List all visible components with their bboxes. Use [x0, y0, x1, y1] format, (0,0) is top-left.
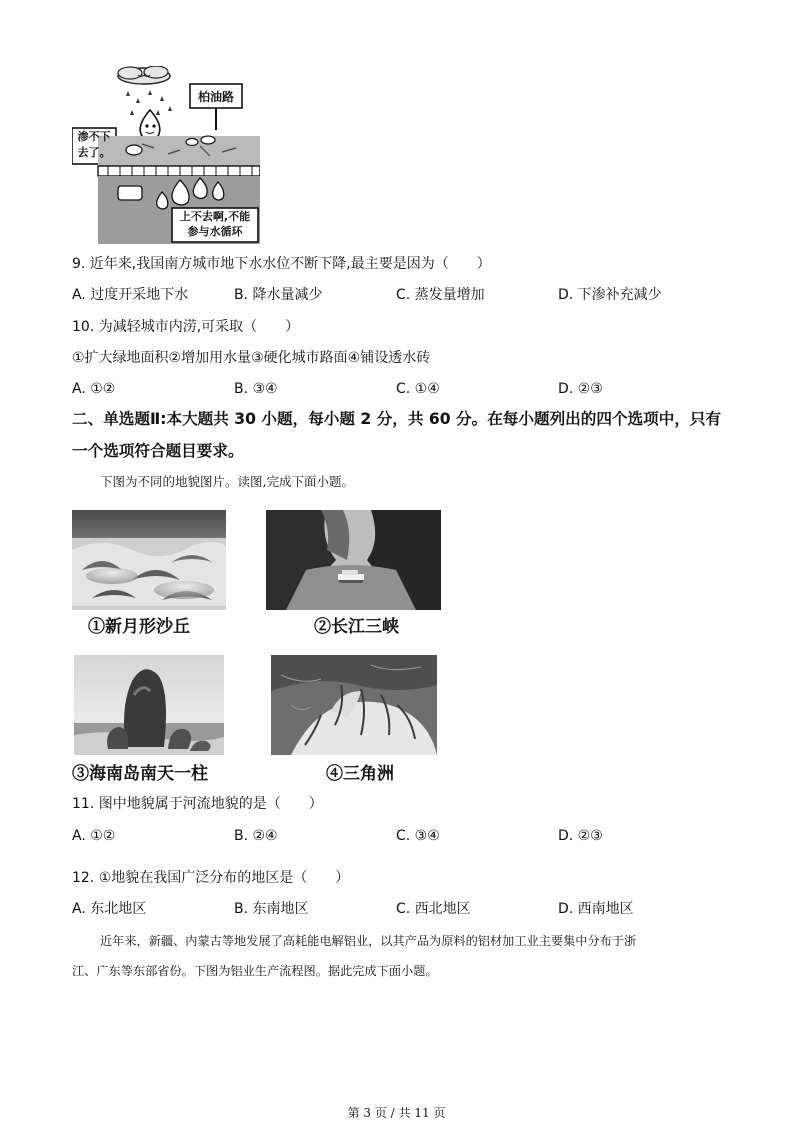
q12-option-c[interactable]: C. 西北地区 [396, 901, 471, 917]
section-2-heading-line1: 二、单选题Ⅱ:本大题共 30 小题，每小题 2 分，共 60 分。在每小题列出的四个选项中，只有 [72, 410, 722, 428]
sign-left-line2: 去了。 [77, 146, 111, 159]
sign-bottom-line2: 参与水循环 [187, 225, 243, 238]
aluminum-intro-line2: 江、广东等东部省份。下图为铝业生产流程图。据此完成下面小题。 [72, 964, 438, 978]
photo-three-gorges [266, 510, 441, 610]
section-2-heading-line2: 一个选项符合题目要求。 [72, 442, 244, 460]
photo-crescent-dunes [72, 510, 226, 610]
q9-option-a[interactable]: A. 过度开采地下水 [72, 287, 189, 303]
q12-option-a[interactable]: A. 东北地区 [72, 901, 147, 917]
asphalt-road [98, 136, 260, 166]
q11-option-a[interactable]: A. ①② [72, 828, 116, 844]
photo-delta [271, 655, 437, 755]
cloud-icon [118, 66, 170, 84]
question-10-stem: 10. 为减轻城市内涝,可采取（ ） [72, 319, 300, 335]
q11-option-b[interactable]: B. ②④ [234, 828, 278, 844]
caption-nantian-pillar: ③海南岛南天一柱 [72, 764, 208, 784]
q9-option-c[interactable]: C. 蒸发量增加 [396, 287, 485, 303]
question-11-stem: 11. 图中地貌属于河流地貌的是（ ） [72, 796, 323, 812]
sign-cannot-seep [72, 129, 116, 163]
q12-option-b[interactable]: B. 东南地区 [234, 901, 309, 917]
aluminum-intro-line1: 近年来，新疆、内蒙古等地发展了高耗能电解铝业，以其产品为原料的铝材加工业主要集中分布于浙 [100, 934, 637, 948]
sign-asphalt-label: 柏油路 [197, 89, 234, 104]
caption-three-gorges: ②长江三峡 [314, 617, 399, 637]
sign-cannot-rise [172, 209, 258, 241]
water-cycle-cartoon [72, 66, 260, 244]
sign-asphalt-road [190, 84, 242, 108]
landform-intro: 下图为不同的地貌图片。读图,完成下面小题。 [100, 474, 354, 489]
q10-option-b[interactable]: B. ③④ [234, 381, 278, 397]
question-9-stem: 9. 近年来,我国南方城市地下水水位不断下降,最主要是因为（ ） [72, 256, 491, 272]
q12-option-d[interactable]: D. 西南地区 [558, 901, 634, 917]
sign-bottom-line1: 上不去啊,不能 [179, 210, 251, 223]
q11-option-c[interactable]: C. ③④ [396, 828, 440, 844]
q10-option-c[interactable]: C. ①④ [396, 381, 440, 397]
q11-option-d[interactable]: D. ②③ [558, 828, 603, 844]
question-12-stem: 12. ①地貌在我国广泛分布的地区是（ ） [72, 870, 350, 886]
q9-option-b[interactable]: B. 降水量减少 [234, 287, 323, 303]
caption-delta: ④三角洲 [326, 764, 394, 784]
q10-option-a[interactable]: A. ①② [72, 381, 116, 397]
page-number-footer: 第 3 页 / 共 11 页 [347, 1106, 446, 1120]
q9-option-d[interactable]: D. 下渗补充减少 [558, 287, 662, 303]
q10-option-d[interactable]: D. ②③ [558, 381, 603, 397]
caption-crescent-dunes: ①新月形沙丘 [88, 617, 190, 637]
sign-left-line1: 渗不下 [77, 130, 111, 143]
question-10-measures: ①扩大绿地面积②增加用水量③硬化城市路面④铺设透水砖 [72, 350, 431, 366]
photo-nantian-pillar [74, 655, 224, 755]
